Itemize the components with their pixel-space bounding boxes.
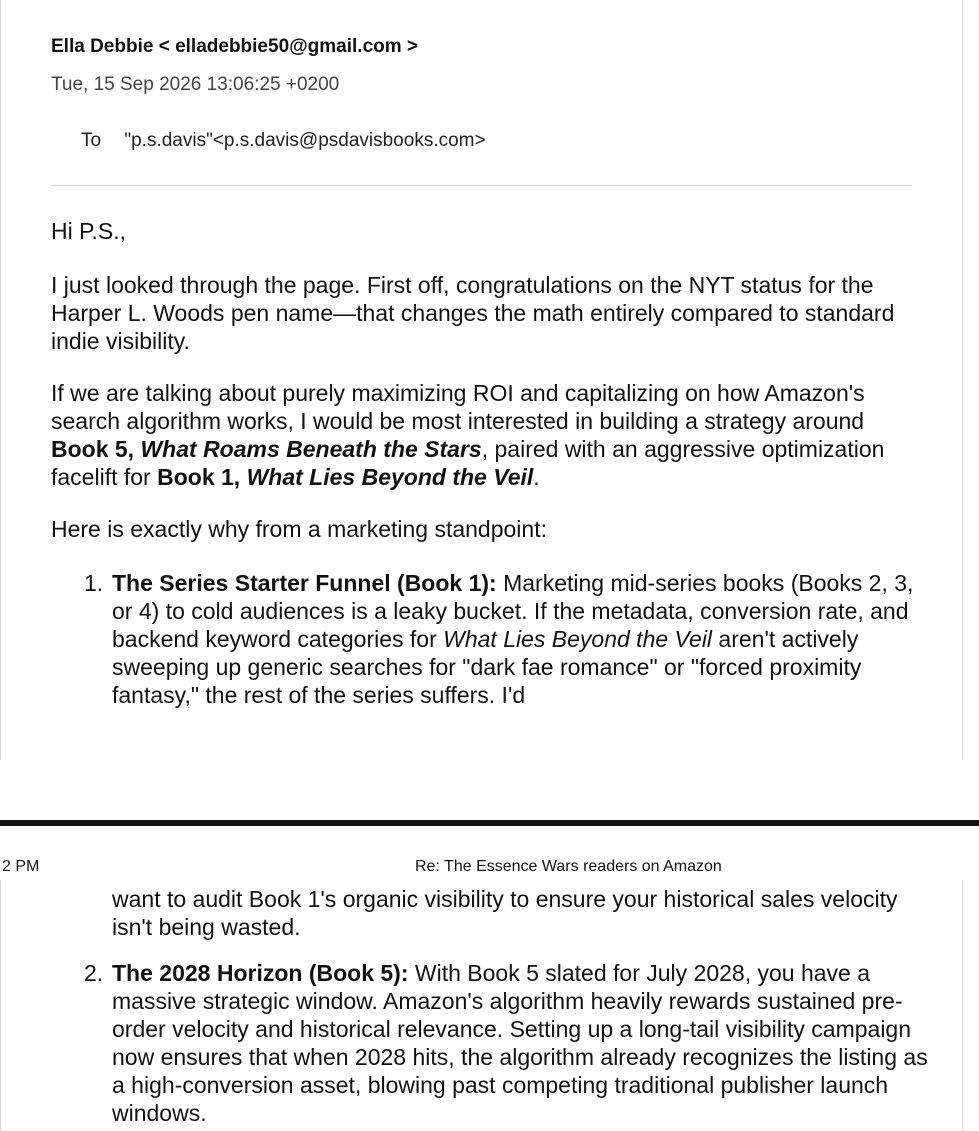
page2-left-border <box>0 880 1 1131</box>
greeting: Hi P.S., <box>51 218 126 244</box>
list-heading-2: The 2028 Horizon (Book 5): <box>112 960 409 986</box>
strategy-text: If we are talking about purely maximizing ROI and capitalizing on how Amazon's search algorithm works, I would be most interested in building a strategy around <box>51 380 865 434</box>
print-time: 2 PM <box>2 858 40 875</box>
list-text-2: With Book 5 slated for July 2028, you have a massive strategic window. Amazon's algorithm heavily rewards sustained pre-order velocity and historical relevance. Setting up a long-tail visibility campaign now ensures that when 2028 hits, the algorithm already recognizes the listing as a high-conversion asset, blowing past competing traditional publisher launch windows. <box>112 960 928 1126</box>
sent-date: Tue, 15 Sep 2026 13:06:25 +0200 <box>51 74 340 95</box>
list-title-1: What Lies Beyond the Veil <box>443 626 713 652</box>
page-break-gap <box>0 760 979 821</box>
list-number-2: 2. <box>84 960 104 986</box>
book1-label: Book 1, <box>157 464 247 490</box>
strategy-text-mid: , paired with an aggressive optimization facelift for <box>51 436 885 490</box>
strategy-text-end: . <box>533 464 540 490</box>
to-label: To <box>81 130 102 151</box>
list-text-1b: aren't actively sweeping up generic searches for "dark fae romance" or "forced proximity fantasy," the rest of the series suffers. I'd <box>112 626 862 708</box>
paragraph-why: Here is exactly why from a marketing standpoint: <box>51 516 547 542</box>
paragraph-congratulations: I just looked through the page. First off, congratulations on the NYT status for the Harper L. Woods pen name—that changes the math entirely compared to standard indie visibility. <box>51 272 895 354</box>
page2-right-border <box>962 880 963 1131</box>
list-item-2028-horizon <box>112 959 932 1127</box>
sender-email[interactable]: elladebbie50@gmail.com <box>175 36 402 57</box>
paragraph-strategy <box>51 379 921 491</box>
book1-title: What Lies Beyond the Veil <box>246 464 534 490</box>
book5-title: What Roams Beneath the Stars <box>140 436 482 462</box>
list-number-1: 1. <box>84 570 104 596</box>
list-item-series-starter <box>112 569 932 709</box>
page-left-border <box>0 0 1 760</box>
recipient-row <box>81 130 486 152</box>
sender-email-close: > <box>401 36 419 57</box>
page-separator-bar <box>0 820 979 826</box>
sender <box>51 36 418 58</box>
print-subject: Re: The Essence Wars readers on Amazon <box>415 858 722 875</box>
book5-label: Book 5, <box>51 436 141 462</box>
page-right-border <box>962 0 963 760</box>
sender-name: Ella Debbie <box>51 36 154 57</box>
list-item-series-starter-continued: want to audit Book 1's organic visibility to ensure your historical sales velocity isn't being wasted. <box>112 886 898 940</box>
sender-email-open: < <box>158 36 176 57</box>
list-heading-1: The Series Starter Funnel (Book 1): <box>112 570 497 596</box>
recipient-address[interactable]: "p.s.davis"<p.s.davis@psdavisbooks.com> <box>124 130 486 151</box>
header-divider <box>50 185 912 186</box>
list-text-1a: Marketing mid-series books (Books 2, 3, or 4) to cold audiences is a leaky bucket. If the metadata, conversion rate, and backend keyword categories for <box>112 570 914 652</box>
